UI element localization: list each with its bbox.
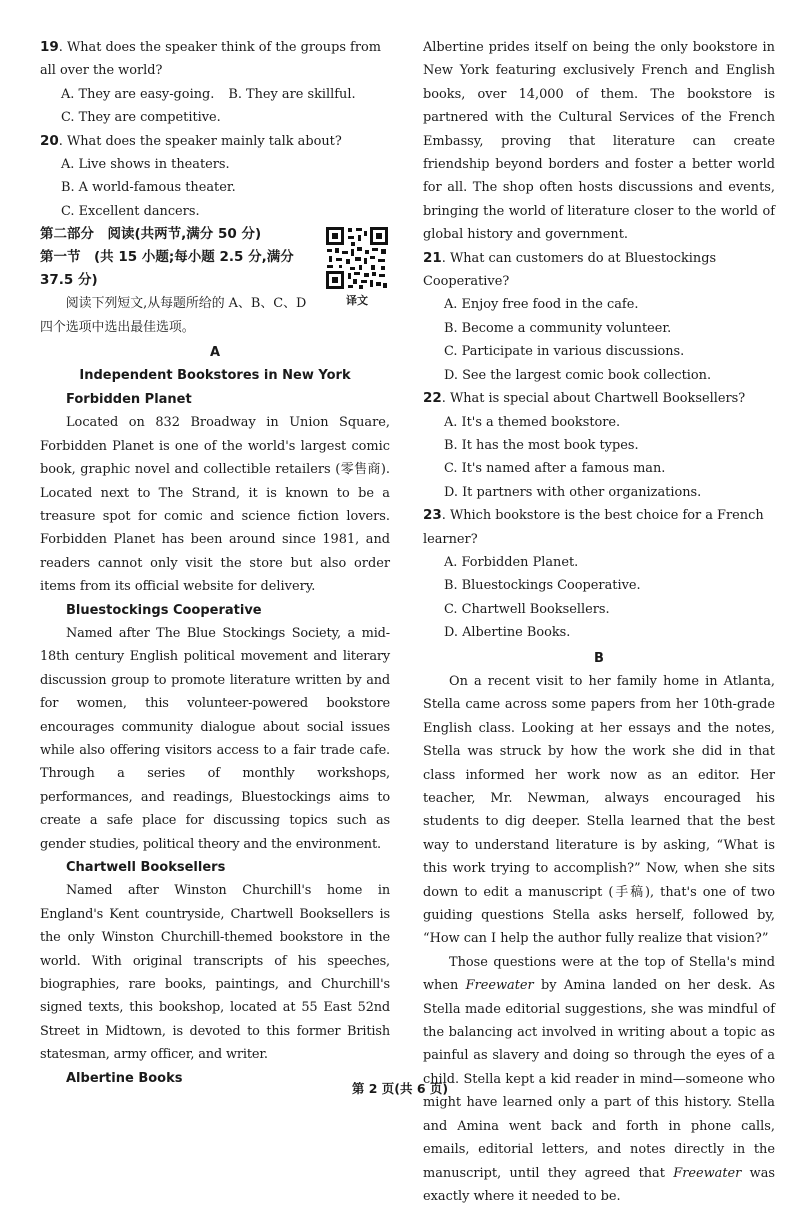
store-paragraph: Located on 832 Broadway in Union Square, Forbidden Planet is one of the world's largest comic book, graphic novel and collectible retailers (零售商). Located next to The Strand, it is known to be a treasure spot for comic and science fiction lovers. Forbidden Planet has been around since 1981, and readers cannot only visit the store but also order items from its official website for delivery. bbox=[40, 415, 390, 595]
subsection-heading: 第一节 (共 15 小题;每小题 2.5 分,满分 37.5 分) bbox=[40, 249, 294, 289]
part-heading: 第二部分 阅读(共两节,满分 50 分) bbox=[40, 226, 262, 243]
question-stem: . What does the speaker mainly talk about? bbox=[58, 133, 342, 149]
option-b[interactable]: B. They are skillful. bbox=[228, 86, 356, 102]
option-c[interactable]: C. Participate in various discussions. bbox=[444, 344, 685, 360]
question-stem: . What is special about Chartwell Booksellers? bbox=[441, 391, 746, 407]
option-c[interactable]: C. Excellent dancers. bbox=[61, 203, 200, 219]
question-19 bbox=[40, 36, 390, 130]
option-d[interactable]: D. See the largest comic book collection. bbox=[444, 367, 712, 383]
text-run: was exactly where it needed to be. bbox=[423, 1165, 776, 1204]
option-c[interactable]: C. Chartwell Booksellers. bbox=[444, 601, 610, 617]
option-b[interactable]: B. A world-famous theater. bbox=[61, 180, 236, 196]
option-b[interactable]: B. Bluestockings Cooperative. bbox=[444, 578, 641, 594]
option-d[interactable]: D. Albertine Books. bbox=[444, 625, 571, 641]
qr-code[interactable] bbox=[324, 225, 390, 309]
option-a[interactable]: A. They are easy-going. bbox=[61, 86, 215, 102]
book-title: Freewater bbox=[465, 978, 534, 994]
question-20 bbox=[40, 130, 390, 224]
right-column bbox=[423, 36, 775, 1208]
store-heading: Albertine Books bbox=[66, 1070, 183, 1086]
store-paragraph: Named after Winston Churchill's home in England's Kent countryside, Chartwell Booksellers is the only Winston Churchill-themed bookstore in the world. With original transcripts of his speeches, biographies, rare books, paintings, and Churchill's signed texts, this bookshop, located at 55 East 52nd Street in Midtown, is devoted to this former British statesman, army officer, and writer. bbox=[40, 883, 390, 1063]
option-a[interactable]: A. Forbidden Planet. bbox=[444, 554, 579, 570]
option-c[interactable]: C. They are competitive. bbox=[61, 110, 221, 126]
option-d[interactable]: D. It partners with other organizations. bbox=[444, 484, 702, 500]
text-run: Those questions were at the top of Stella's mind when bbox=[423, 954, 775, 994]
question-stem: . Which bookstore is the best choice for a French learner? bbox=[423, 508, 764, 547]
question-23 bbox=[423, 504, 775, 644]
option-c[interactable]: C. It's named after a famous man. bbox=[444, 461, 666, 477]
section-header bbox=[40, 223, 390, 339]
left-column bbox=[40, 36, 390, 1090]
question-number: 21 bbox=[423, 249, 442, 266]
option-a[interactable]: A. Enjoy free food in the cafe. bbox=[444, 297, 639, 313]
passage-label: A bbox=[209, 345, 221, 361]
store-heading: Chartwell Booksellers bbox=[66, 860, 226, 875]
store-heading: Forbidden Planet bbox=[66, 391, 192, 407]
instructions: 阅读下列短文,从每题所给的 A、B、C、D 四个选项中选出最佳选项。 bbox=[40, 296, 307, 335]
page-footer: 第 2 页(共 6 页) bbox=[351, 1081, 449, 1096]
question-number: 19 bbox=[40, 39, 59, 55]
passage-title: Independent Bookstores in New York bbox=[79, 368, 351, 384]
store-paragraph: Named after The Blue Stockings Society, a mid-18th century English political movement and literary discussion group to promote literature written by and for women, this volunteer-powered bookstore encourages community dialogue about social issues while also offering visitors access to a fair trade cafe. Through a series of monthly workshops, performances, and readings, Bluestockings aims to create a safe place for discussing topics such as gender studies, political theory and the environment. bbox=[40, 625, 390, 852]
passage-b-paragraph-1: On a recent visit to her family home in Atlanta, Stella came across some papers from her 10th-grade English class. Looking at her essays and the notes, Stella was struck by how the work she did in that class informed her work now as an editor. Her teacher, Mr. Newman, always encouraged his students to dig deeper. Stella learned that the best way to understand literature is by asking, “What is this work trying to accomplish?” Now, when she sits down to edit a manuscript (手稿), that's one of two guiding questions Stella asks herself, followed by, “How can I help the author fully realize that vision?” bbox=[423, 673, 775, 947]
qr-code-icon bbox=[324, 225, 390, 291]
question-22 bbox=[423, 387, 775, 504]
store-paragraph: Albertine prides itself on being the only bookstore in New York featuring exclusively French and English books, over 14,000 of them. The bookstore is partnered with the Cultural Services of the French Embassy, proving that literature can create friendship beyond borders and foster a better world for all. The shop often hosts discussions and events, bringing the world of literature closer to the world of global history and government. bbox=[423, 40, 775, 243]
option-a[interactable]: A. Live shows in theaters. bbox=[61, 157, 230, 173]
passage-label: B bbox=[594, 650, 604, 666]
question-stem: . What can customers do at Bluestockings Cooperative? bbox=[423, 250, 717, 290]
option-a[interactable]: A. It's a themed bookstore. bbox=[444, 414, 621, 430]
option-b[interactable]: B. Become a community volunteer. bbox=[444, 320, 672, 336]
option-b[interactable]: B. It has the most book types. bbox=[444, 437, 639, 453]
question-21 bbox=[423, 247, 775, 387]
book-title: Freewater bbox=[673, 1165, 742, 1181]
text-run: by Amina landed on her desk. As Stella made editorial suggestions, she was mindful of the balancing act involved in writing about a topic as painful as slavery and doing so through the eyes of a child. Stella kept a kid reader in mind—someone who might have learned only a part of this history. Stella and Amina went back and forth in phone calls, emails, editorial letters, and notes directly in the manuscript, until they agreed that bbox=[423, 978, 775, 1181]
question-number: 23 bbox=[423, 507, 442, 524]
store-heading: Bluestockings Cooperative bbox=[66, 602, 262, 618]
question-number: 22 bbox=[423, 390, 442, 407]
qr-label: 译文 bbox=[346, 294, 368, 308]
question-number: 20 bbox=[40, 132, 59, 149]
option-row bbox=[40, 83, 390, 106]
question-stem: . What does the speaker think of the groups from all over the world? bbox=[40, 40, 381, 79]
